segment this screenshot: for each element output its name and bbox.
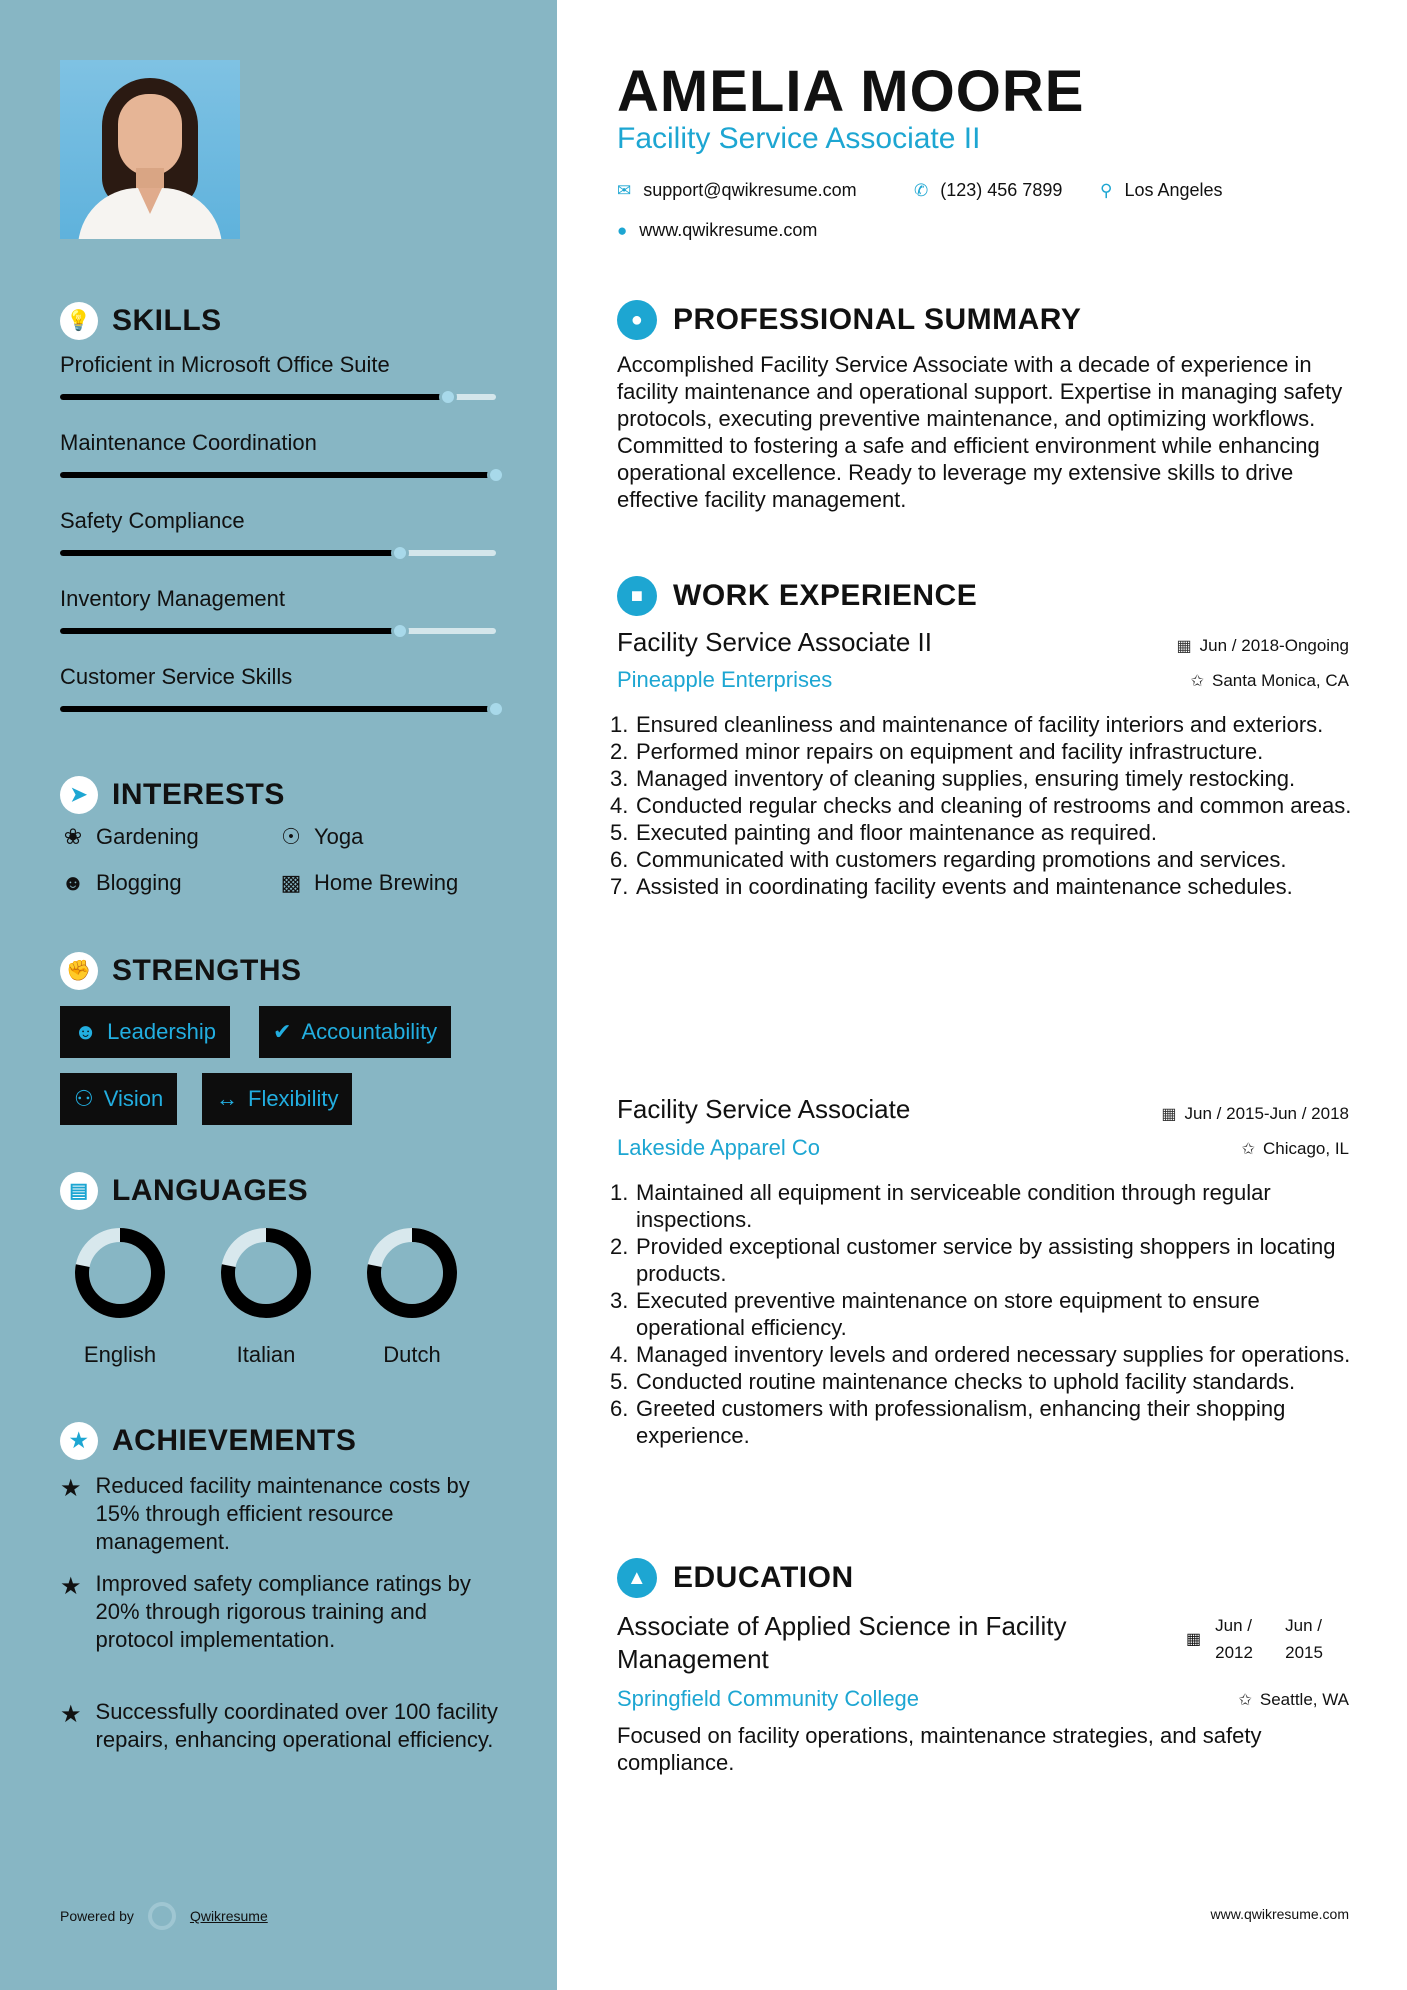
education-dates [1186, 1612, 1347, 1666]
interest-label: Gardening [96, 824, 199, 849]
job-dates [1161, 1104, 1349, 1124]
list-item: 5. Executed painting and floor maintenance as required. [610, 820, 1158, 845]
skill-item [60, 508, 500, 534]
strength-label: Leadership [107, 1019, 217, 1044]
job-bullets [610, 711, 1355, 900]
skill-bar [60, 628, 496, 634]
list-item: 3. Managed inventory of cleaning supplies, ensuring timely restocking. [610, 766, 1296, 791]
summary-heading-text: PROFESSIONAL SUMMARY [673, 303, 1082, 336]
list-item: 1. Ensured cleanliness and maintenance of facility interiors and exteriors. [610, 712, 1324, 737]
skill-slider-knob [487, 700, 505, 718]
achievement-text: Improved safety compliance ratings by 20% through rigorous training and protocol implementation. [95, 1571, 471, 1652]
pin-icon: ✩ [1238, 1692, 1252, 1709]
interest-item [60, 870, 182, 896]
lightbulb-icon: 💡 [60, 302, 98, 340]
qwikresume-link[interactable]: Qwikresume [189, 1908, 268, 1924]
education-description: Focused on facility operations, maintenance strategies, and safety compliance. [617, 1723, 1262, 1775]
job-location-text: Santa Monica, CA [1211, 671, 1349, 690]
strength-badge [259, 1006, 451, 1058]
language-item [211, 1226, 321, 1368]
pin-icon: ✩ [1190, 673, 1204, 690]
lifering-icon: ☉ [281, 824, 301, 849]
sidebar [0, 0, 557, 1990]
qwikresume-logo-icon [148, 1902, 176, 1930]
powered-by [60, 1902, 268, 1930]
arrows-horizontal-icon: ↔ [216, 1086, 238, 1111]
skill-bar [60, 550, 496, 556]
achievement-item [60, 1570, 500, 1654]
graduation-icon: ▲ [617, 1558, 657, 1598]
list-item: 6. Communicated with customers regarding promotions and services. [610, 847, 1287, 872]
list-item: 2. Provided exceptional customer service by assisting shoppers in locating products. [610, 1234, 1336, 1286]
star-icon: ★ [60, 1572, 82, 1600]
user-icon: ● [617, 300, 657, 340]
calendar-icon: ▦ [1186, 1631, 1202, 1648]
job-dates [1177, 636, 1349, 656]
job-location [1191, 671, 1349, 691]
languages-heading-text: LANGUAGES [112, 1174, 309, 1207]
contact-phone[interactable] [914, 180, 1062, 201]
company-name: Pineapple Enterprises [617, 667, 833, 692]
interest-item [60, 824, 199, 850]
strengths-heading-text: STRENGTHS [112, 954, 302, 987]
achievement-item [60, 1698, 500, 1754]
skill-item [60, 352, 500, 378]
skill-item [60, 430, 500, 456]
language-name: Italian [236, 1342, 296, 1367]
strength-label: Flexibility [248, 1086, 339, 1111]
language-ring [73, 1226, 167, 1320]
skill-bar [60, 472, 496, 478]
list-item: 4. Conducted regular checks and cleaning of restrooms and common areas. [610, 793, 1352, 818]
binoculars-icon: ⚇ [74, 1086, 94, 1111]
contact-location [1100, 180, 1223, 201]
language-item [357, 1226, 467, 1368]
achievements-heading-text: ACHIEVEMENTS [112, 1424, 357, 1457]
pin-icon: ✩ [1241, 1141, 1255, 1158]
skill-bar [60, 394, 496, 400]
skill-item [60, 664, 500, 690]
interest-item [278, 824, 363, 850]
education-location [1238, 1690, 1349, 1710]
strength-badge [60, 1006, 230, 1058]
phone-icon: ✆ [914, 180, 929, 200]
education-start: Jun / 2012 [1215, 1616, 1253, 1662]
language-ring [219, 1226, 313, 1320]
map-pin-icon: ⚲ [1100, 180, 1113, 200]
candidate-name: AMELIA MOORE [617, 59, 1085, 124]
job-location-text: Chicago, IL [1263, 1139, 1349, 1158]
contact-website[interactable] [617, 220, 817, 241]
list-item: 3. Executed preventive maintenance on store equipment to ensure operational efficiency. [610, 1288, 1260, 1340]
check-circle-icon: ✔ [273, 1019, 292, 1044]
achievement-text: Successfully coordinated over 100 facility repairs, enhancing operational efficiency. [95, 1699, 498, 1752]
skills-heading-text: SKILLS [112, 304, 222, 337]
education-end: Jun / 2015 [1285, 1616, 1323, 1662]
list-item: 4. Managed inventory levels and ordered necessary supplies for operations. [610, 1342, 1351, 1367]
experience-heading [617, 576, 977, 616]
skill-name: Customer Service Skills [60, 664, 293, 689]
interests-heading-text: INTERESTS [112, 778, 285, 811]
skills-heading [60, 302, 222, 340]
language-card-icon: ▤ [60, 1172, 98, 1210]
calendar-icon: ▦ [1176, 638, 1192, 655]
experience-heading-text: WORK EXPERIENCE [673, 579, 978, 612]
users-icon: ☻ [74, 1019, 98, 1044]
list-item: 2. Performed minor repairs on equipment and facility infrastructure. [610, 739, 1264, 764]
puzzle-icon: ▩ [280, 870, 302, 895]
globe-icon: ● [617, 220, 628, 240]
location-text: Los Angeles [1124, 180, 1223, 200]
language-ring [365, 1226, 459, 1320]
star-badge-icon: ★ [60, 1422, 98, 1460]
list-item: 7. Assisted in coordinating facility events and maintenance schedules. [610, 874, 1293, 899]
skill-slider-knob [391, 622, 409, 640]
leaf-icon: ❀ [63, 824, 83, 849]
star-icon: ★ [60, 1700, 82, 1728]
job-dates-text: Jun / 2018-Ongoing [1199, 636, 1349, 655]
education-location-text: Seattle, WA [1259, 1690, 1349, 1709]
list-item: 5. Conducted routine maintenance checks to uphold facility standards. [610, 1369, 1296, 1394]
strength-label: Vision [103, 1086, 164, 1111]
strength-label: Accountability [301, 1019, 438, 1044]
skill-slider-knob [391, 544, 409, 562]
job-dates-text: Jun / 2015-Jun / 2018 [1184, 1104, 1349, 1123]
degree-title: Associate of Applied Science in Facility Management [617, 1611, 1067, 1674]
summary-text: Accomplished Facility Service Associate with a decade of experience in facility maintenance and operational support. Expertise in managing safety protocols, executing preventive maintenance, and optimizing workflows. Committed to fostering a safe and efficient environment while enhancing operational excellence. Ready to leverage my extensive skills to drive effective facility management. [617, 352, 1343, 512]
achievement-text: Reduced facility maintenance costs by 15% through efficient resource management. [95, 1473, 470, 1554]
skill-name: Proficient in Microsoft Office Suite [60, 352, 390, 377]
interest-item [278, 870, 458, 896]
language-name: English [83, 1342, 157, 1367]
strength-badge [60, 1073, 177, 1125]
job-location [1242, 1139, 1349, 1159]
skill-item [60, 586, 500, 612]
job-title: Facility Service Associate II [617, 627, 932, 657]
skill-name: Maintenance Coordination [60, 430, 317, 455]
list-item: 6. Greeted customers with professionalism, enhancing their shopping experience. [610, 1396, 1286, 1448]
candidate-title: Facility Service Associate II [617, 122, 981, 155]
skill-slider-knob [439, 388, 457, 406]
paper-plane-icon: ➤ [60, 776, 98, 814]
skill-slider-knob [487, 466, 505, 484]
calendar-icon: ▦ [1161, 1106, 1177, 1123]
language-item [65, 1226, 175, 1368]
job-bullets [610, 1179, 1355, 1449]
education-heading [617, 1558, 854, 1598]
website-text: www.qwikresume.com [639, 220, 818, 240]
interest-label: Blogging [96, 870, 182, 895]
list-item: 1. Maintained all equipment in serviceable condition through regular inspections. [610, 1180, 1271, 1232]
powered-by-text: Powered by [60, 1908, 134, 1924]
email-text: support@qwikresume.com [643, 180, 857, 200]
languages-heading [60, 1172, 308, 1210]
skill-name: Safety Compliance [60, 508, 245, 533]
fist-icon: ✊ [60, 952, 98, 990]
language-name: Dutch [383, 1342, 441, 1367]
contact-email[interactable] [617, 180, 857, 201]
school-name: Springfield Community College [617, 1686, 920, 1711]
profile-photo [60, 60, 240, 239]
interests-heading [60, 776, 285, 814]
footer-url[interactable]: www.qwikresume.com [1210, 1906, 1349, 1922]
strength-badge [202, 1073, 352, 1125]
chair-icon: ■ [617, 576, 657, 616]
summary-heading [617, 300, 1081, 340]
skill-bar [60, 706, 496, 712]
users-icon: ☻ [61, 870, 85, 895]
achievements-heading [60, 1422, 356, 1460]
interest-label: Home Brewing [314, 870, 459, 895]
skill-name: Inventory Management [60, 586, 286, 611]
envelope-icon: ✉ [617, 180, 632, 200]
company-name: Lakeside Apparel Co [617, 1135, 821, 1160]
job-title: Facility Service Associate [617, 1094, 911, 1124]
education-heading-text: EDUCATION [673, 1561, 854, 1594]
strengths-heading [60, 952, 302, 990]
interest-label: Yoga [314, 824, 364, 849]
achievement-item [60, 1472, 500, 1556]
star-icon: ★ [60, 1474, 82, 1502]
phone-text: (123) 456 7899 [940, 180, 1063, 200]
